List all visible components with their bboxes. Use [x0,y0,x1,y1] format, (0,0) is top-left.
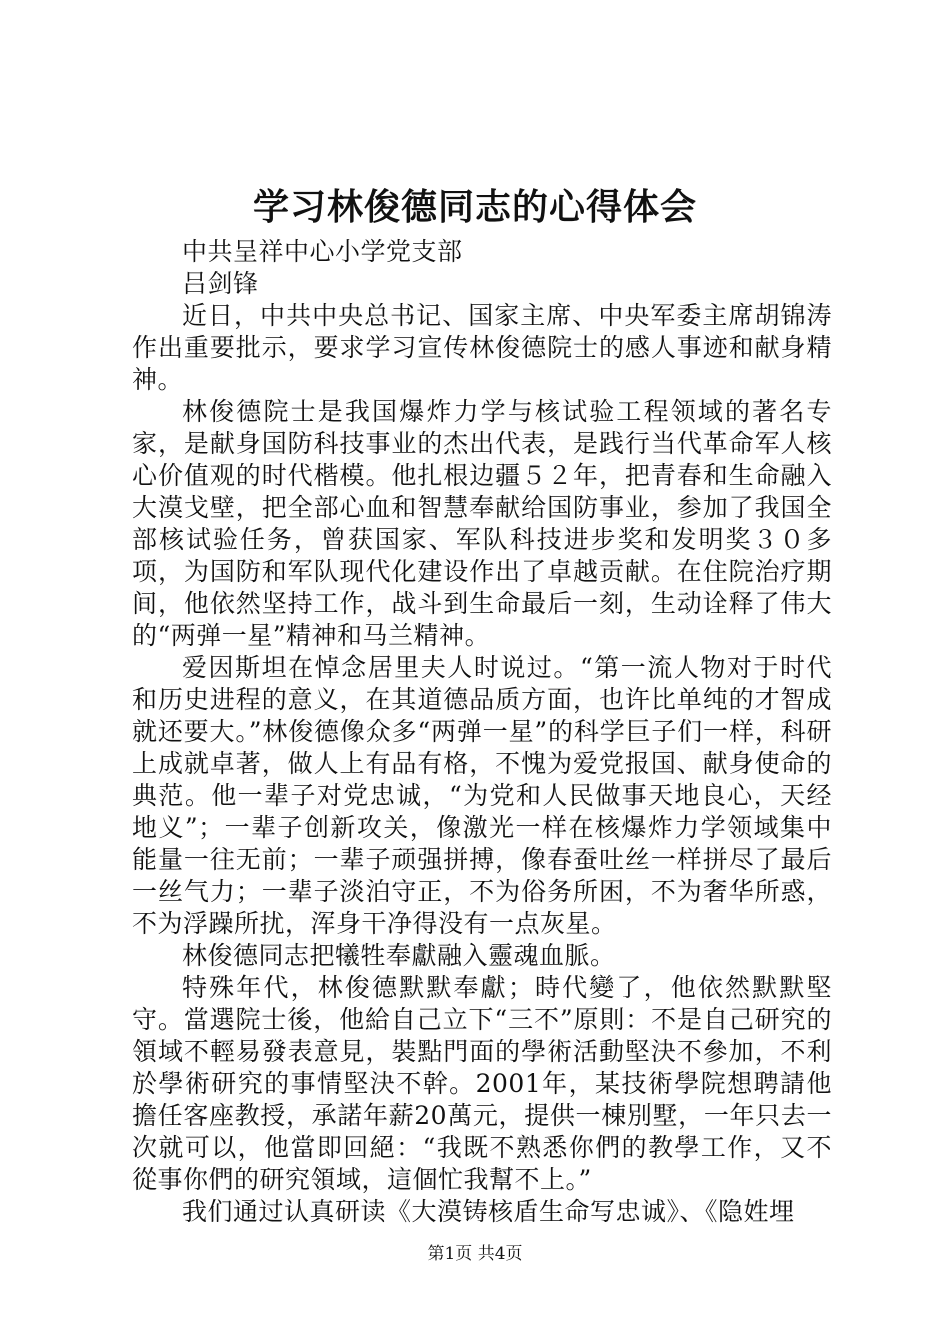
paragraph: 林俊德院士是我国爆炸力学与核试验工程领域的著名专家，是献身国防科技事业的杰出代表，是践行当代革命军人核心价值观的时代楷模。他扎根边疆５２年，把青春和生命融入大漠戈壁，把全部心血和智慧奉献给国防事业，参加了我国全部核试验任务，曾获国家、军队科技进步奖和发明奖３０多项，为国防和军队现代化建设作出了卓越贡献。在住院治疗期间，他依然坚持工作，战斗到生命最后一刻，生动诠释了伟大的“两弹一星”精神和马兰精神。 [132,397,832,650]
paragraph: 特殊年代，林俊德默默奉獻；時代變了，他依然默默堅守。當選院士後，他給自己立下“三不”原則：不是自己研究的領域不輕易發表意見，裝點門面的學術活動堅決不參加，不利於學術研究的事情堅決不幹。2001年，某技術學院想聘請他擔任客座教授，承諾年薪20萬元，提供一棟別墅，一年只去一次就可以，他當即回絕：“我既不熟悉你們的教學工作，又不從事你們的研究領域，這個忙我幫不上。” [132,973,832,1194]
document-body [132,236,832,1228]
document-title: 学习林俊德同志的心得体会 [252,187,697,228]
paragraph: 林俊德同志把犧牲奉獻融入靈魂血脈。 [182,941,616,970]
page-number-footer: 第1页 共4页 [427,1244,523,1264]
paragraph: 爱因斯坦在悼念居里夫人时说过。“第一流人物对于时代和历史进程的意义，在其道德品质方面，也许比单纯的才智成就还要大。”林俊德像众多“两弹一星”的科学巨子们一样，科研上成就卓著，做人上有品有格，不愧为爱党报国、献身使命的典范。他一辈子对党忠诚，“为党和人民做事天地良心，天经地义”；一辈子创新攻关，像激光一样在核爆炸力学领域集中能量一往无前；一辈子顽强拼搏，像春蚕吐丝一样拼尽了最后一丝气力；一辈子淡泊守正，不为俗务所困，不为奢华所惑，不为浮躁所扰，浑身干净得没有一点灰星。 [132,653,832,938]
paragraph: 我们通过认真研读《大漠铸核盾生命写忠诚》、《隐姓埋 [182,1197,795,1226]
paragraph: 近日，中共中央总书记、国家主席、中央军委主席胡锦涛作出重要批示，要求学习宣传林俊德院士的感人事迹和献身精神。 [132,301,832,394]
author-line: 吕剑锋 [182,269,259,298]
organization-line: 中共呈祥中心小学党支部 [182,237,463,266]
